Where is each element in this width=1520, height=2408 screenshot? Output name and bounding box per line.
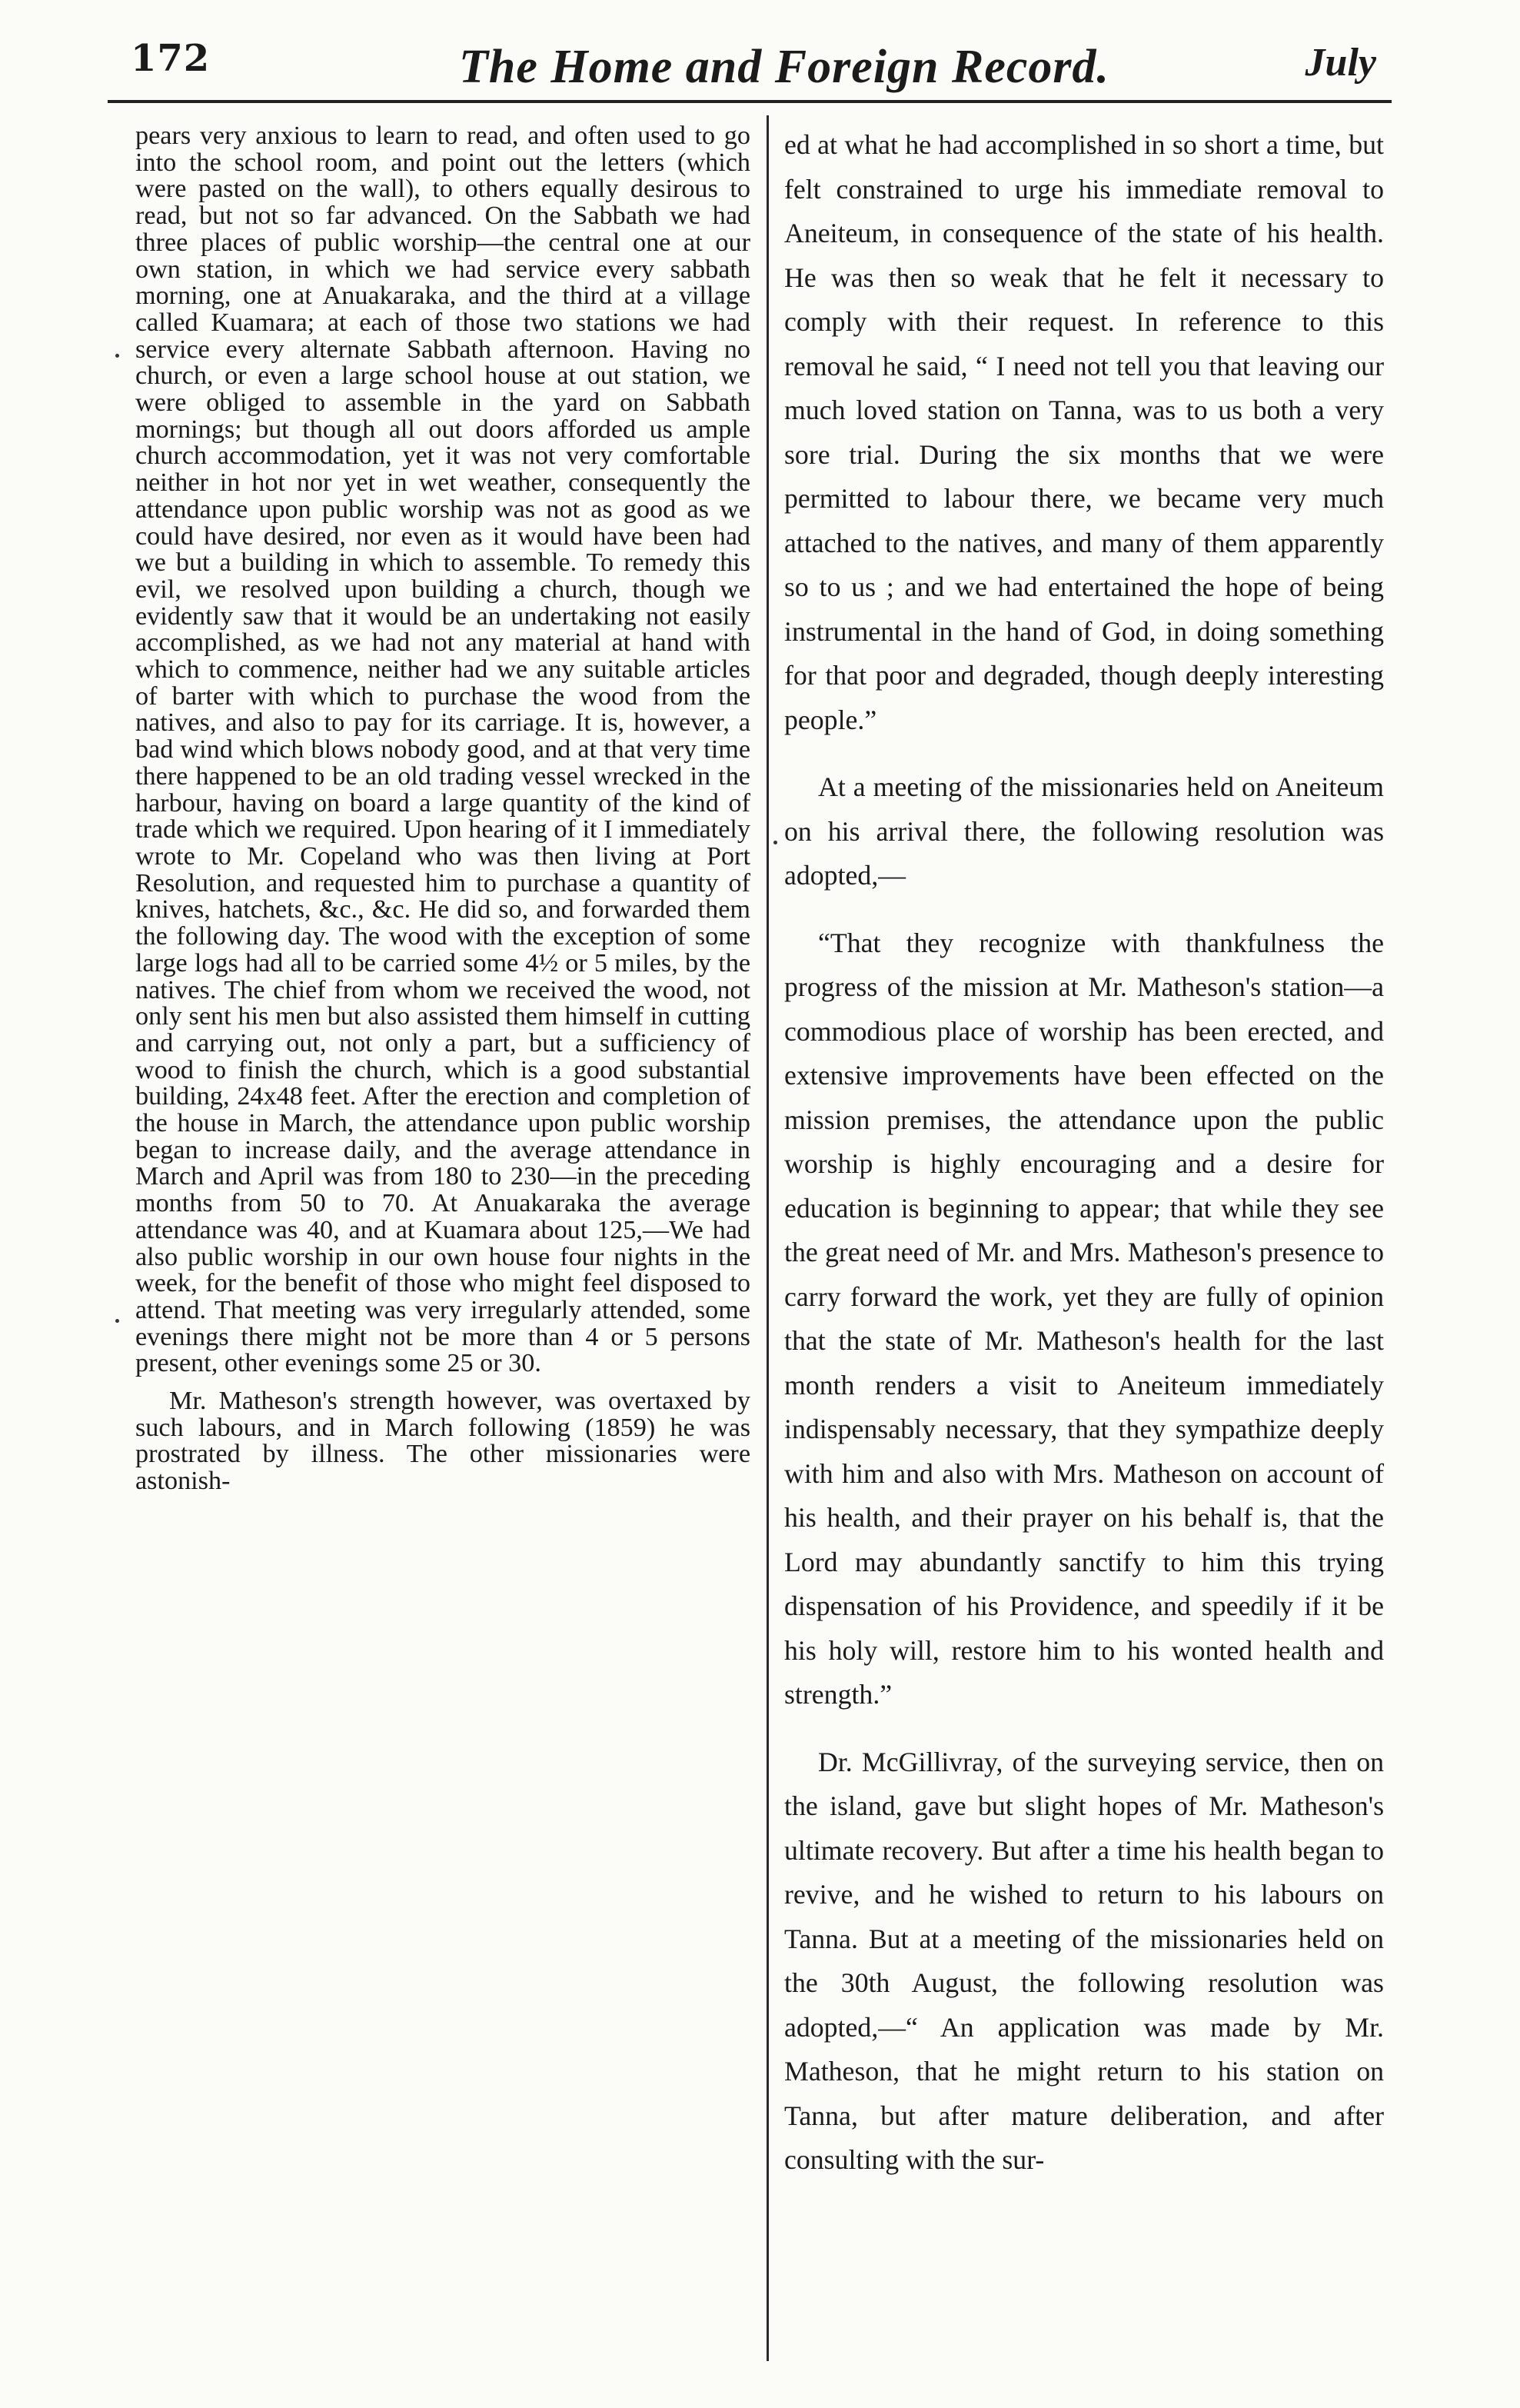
margin-speck [115,1319,119,1323]
margin-speck [773,841,777,844]
right-paragraph-4: Dr. McGillivray, of the surveying service, then on the island, gave but slight hopes of Mr. Matheson's ultimate recovery. But after a time his health began to revive, and he wished to return to his labours on Tanna. But at a meeting of the missionaries held on the 30th August, the following resolution was adopted,—“ An application was made by Mr. Matheson, that he might return to his station on Tanna, but after mature deliberation, and after consulting with the sur- [784,1746,1384,2175]
journal-title: The Home and Foreign Record. [458,41,1110,93]
header-rule [108,100,1392,103]
margin-speck [115,354,119,358]
page-number: 172 [131,37,211,80]
column-divider [767,115,769,2361]
right-column [784,123,1384,2183]
left-paragraph-1: pears very anxious to learn to read, and often used to go into the school room, and point out the letters (which were pasted on the wall), to others equally desirous to read, but not so far advanced. On the Sabbath we had three places of public worship—the central one at our own station, in which we had service every sabbath morning, one at Anuakaraka, and the third at a village called Kuamara; at each of those two stations we had service every alternate Sabbath afternoon. Having no church, or even a large school house at out station, we were obliged to assemble in the yard on Sabbath mornings; but though all out doors afforded us ample church accommodation, yet it was not very comfortable neither in hot nor yet in wet weather, consequently the attendance upon public worship was not as good as we could have desired, nor even as it would have been had we but a building in which to assemble. To remedy this evil, we resolved upon building a church, though we evidently saw that it would be an undertaking not easily accomplished, as we had not any material at hand with which to commence, neither had we any suitable articles of barter with which to purchase the wood from the natives, and also to pay for its carriage. It is, however, a bad wind which blows nobody good, and at that very time there happened to be an old trading vessel wrecked in the harbour, having on board a large quantity of the kind of trade which we required. Upon hearing of it I immediately wrote to Mr. Copeland who was then living at Port Resolution, and requested him to purchase a quantity of knives, hatchets, &c., &c. He did so, and forwarded them the following day. The wood with the exception of some large logs had all to be carried some 4½ or 5 miles, by the natives. The chief from whom we received the wood, not only sent his men but also assisted them himself in cutting and carrying out, not only a part, but a sufficiency of wood to finish the church, which is a good substantial building, 24x48 feet. After the erection and completion of the house in March, the attendance upon public worship began to increase daily, and the average attendance in March and April was from 180 to 230—in the preceding months from 50 to 70. At Anuakaraka the average attendance was 40, and at Kuamara about 125,—We had also public worship in our own house four nights in the week, for the benefit of those who might feel disposed to attend. That meeting was very irregularly attended, some evenings there might not be more than 4 or 5 persons present, other evenings some 25 or 30. [135,122,750,1378]
page-header [115,23,1392,108]
page-month: July [1305,41,1376,85]
left-column [135,123,750,1495]
right-paragraph-2: At a meeting of the missionaries held on Aneiteum on his arrival there, the following resolution was adopted,— [784,771,1384,891]
left-paragraph-2: Mr. Matheson's strength however, was overtaxed by such labours, and in March following (1859) he was prostrated by illness. The other missionaries were astonish- [135,1387,750,1496]
right-paragraph-3: “That they recognize with thankfulness the progress of the mission at Mr. Matheson's station—a commodious place of worship has been erected, and extensive improvements have been effected on the mission premises, the attendance upon the public worship is highly encouraging and a desire for education is beginning to appear; that while they see the great need of Mr. and Mrs. Matheson's presence to carry forward the work, yet they are fully of opinion that the state of Mr. Matheson's health for the last month renders a visit to Aneiteum immediately indispensably necessary, that they sympathize deeply with him and also with Mrs. Matheson on account of his health, and their prayer on his behalf is, that the Lord may abundantly sanctify to him this trying dispensation of his Providence, and speedily if it be his holy will, restore him to his wonted health and strength.” [784,927,1384,1710]
right-paragraph-1: ed at what he had accomplished in so short a time, but felt constrained to urge his immediate removal to Aneiteum, in consequence of the state of his health. He was then so weak that he felt it necessary to comply with their request. In reference to this removal he said, “ I need not tell you that leaving our much loved station on Tanna, was to us both a very sore trial. During the six months that we were permitted to labour there, we became very much attached to the natives, and many of them apparently so to us ; and we had entertained the hope of being instrumental in the hand of God, in doing something for that poor and degraded, though deeply interesting people.” [784,129,1384,735]
